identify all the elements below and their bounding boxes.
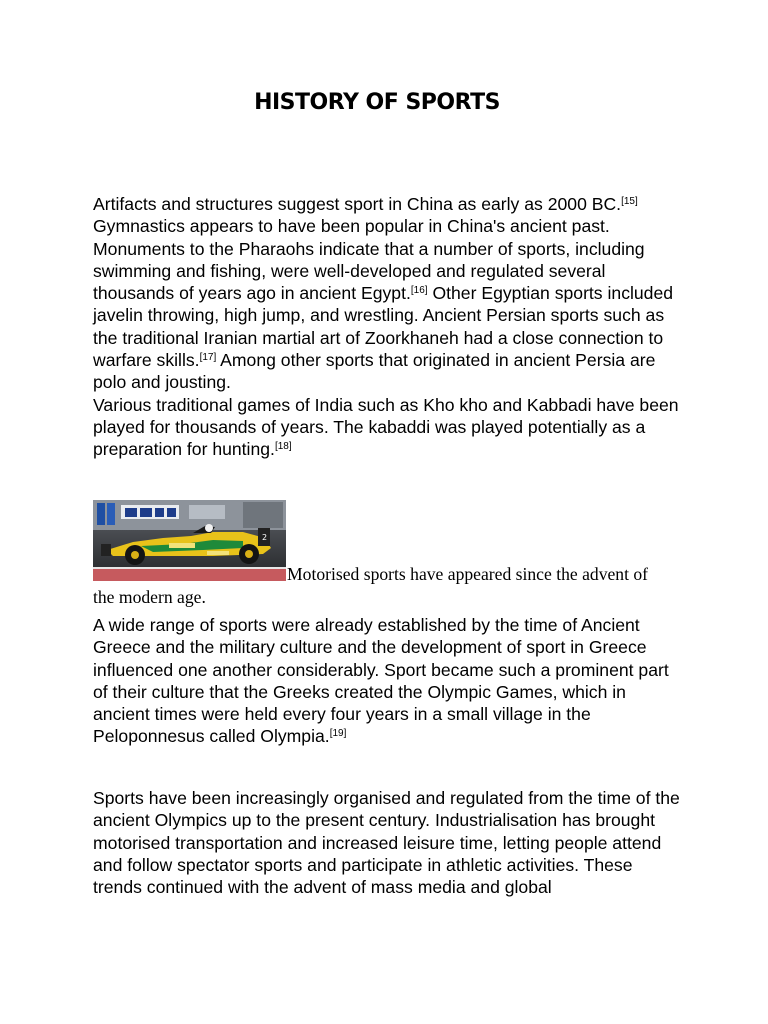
- svg-text:2: 2: [262, 533, 268, 542]
- paragraph-text: Artifacts and structures suggest sport in China as early as 2000 BC.: [93, 194, 622, 214]
- paragraph-modern-sports: [93, 787, 685, 898]
- paragraph-text: Sports have been increasingly organised and regulated from the time of the ancient Olympics up to the present century. Industrialisation has brought motorised transportation and increased leisure time, letting people attend and follow spectator sports and participate in athletic activities. These trends continued with the advent of mass media and global: [93, 788, 680, 898]
- citation-link[interactable]: [15]: [621, 196, 638, 207]
- paragraph-text: Gymnastics appears to have been popular in China's ancient past. Monuments to the Pharaohs indicate that a number of sports, including swimming and fishing, were well-developed and regulated several thousands of years ago in ancient Egypt.: [93, 216, 645, 304]
- figure-caption: Motorised sports have appeared since the advent of the modern age.: [93, 564, 649, 607]
- citation-link[interactable]: [17]: [199, 352, 217, 364]
- page-title: HISTORY OF SPORTS: [254, 90, 500, 115]
- paragraph-text: Other Egyptian sports included javelin throwing, high jump, and wrestling. Ancient Persian sports such as the traditional Iranian martial art of Zoorkhaneh had a close connection to warfare skills.: [93, 283, 674, 371]
- paragraph-ancient-sports: [93, 193, 685, 461]
- paragraph-text: Various traditional games of India such as Kho kho and Kabbadi have been played for thousands of years. The kabaddi was played potentially as a preparation for hunting.: [93, 394, 679, 460]
- paragraph-text: A wide range of sports were already established by the time of Ancient Greece and the military culture and the development of sport in Greece influenced one another considerably. Sport became such a prominent part of their culture that the Greeks created the Olympic Games, which in ancient times were held every four years in a small village in the Peloponnesus called Olympia.: [93, 615, 669, 747]
- citation-link[interactable]: [16]: [410, 285, 428, 297]
- paragraph-ancient-greece: [93, 614, 685, 748]
- citation-link[interactable]: [19]: [329, 728, 347, 740]
- paragraph-text: Among other sports that originated in ancient Persia are polo and jousting.: [93, 350, 656, 393]
- citation-link[interactable]: [18]: [274, 441, 292, 453]
